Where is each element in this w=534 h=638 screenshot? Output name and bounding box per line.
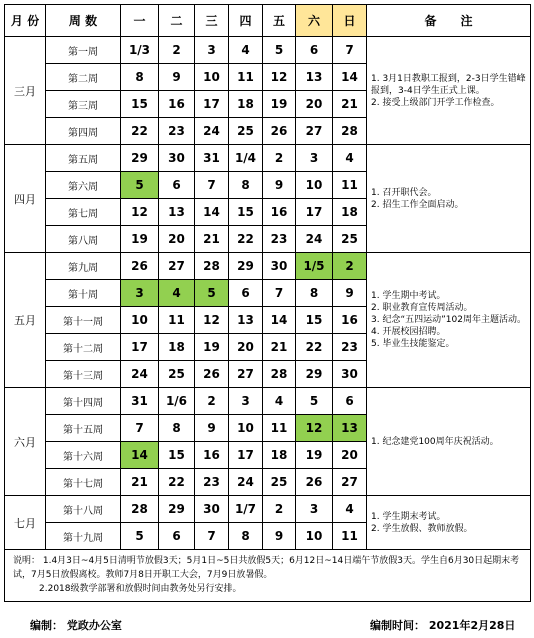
date-cell: 7 [195,523,229,550]
date-cell: 29 [159,496,195,523]
week-row [5,496,531,523]
date-cell: 11 [263,415,296,442]
remarks-cell [5,550,531,602]
date-cell: 23 [195,469,229,496]
date-cell: 5 [263,37,296,64]
date-cell: 8 [121,64,159,91]
week-row [5,145,531,172]
date-cell: 29 [229,253,263,280]
date-cell: 7 [263,280,296,307]
note-item: 1. 学生期末考试。 [371,511,446,522]
date-cell: 7 [195,172,229,199]
date-cell: 23 [333,334,367,361]
date-cell: 16 [159,91,195,118]
date-cell: 5 [296,388,333,415]
date-cell: 11 [159,307,195,334]
week-label: 第三周 [46,91,121,118]
remarks-line-1: 说明： 1.4月3日~4月5日清明节放假3天；5月1日~5日共放假5天；6月12日~14日端午节放假3天。学生自6月30日起期末考试，7月5日放假离校。教师7月8日开职工大会，7月9日放暑假。 [13,556,520,580]
date-cell: 24 [296,226,333,253]
date-cell: 20 [229,334,263,361]
date-cell: 24 [195,118,229,145]
date-cell: 29 [121,145,159,172]
date-cell: 13 [333,415,367,442]
header-sat: 六 [296,5,333,37]
date-cell: 1/5 [296,253,333,280]
date-cell: 2 [159,37,195,64]
date-cell: 13 [229,307,263,334]
week-row [5,253,531,280]
date-cell: 26 [195,361,229,388]
date-cell: 10 [229,415,263,442]
date-cell: 15 [229,199,263,226]
date-cell: 16 [333,307,367,334]
date-cell: 28 [263,361,296,388]
date-cell: 14 [263,307,296,334]
date-cell: 5 [195,280,229,307]
note-item: 5. 毕业生技能鉴定。 [371,339,455,349]
date-cell: 22 [229,226,263,253]
date-cell: 18 [229,91,263,118]
date-cell: 30 [333,361,367,388]
date-cell: 4 [229,37,263,64]
header-week: 周 数 [46,5,121,37]
date-cell: 12 [263,64,296,91]
date-cell: 25 [229,118,263,145]
note-item: 1. 3月1日教职工报到，2-3日学生错峰报到，3-4日学生正式上课。 [371,73,526,96]
date-cell: 1/6 [159,388,195,415]
date-cell: 11 [229,64,263,91]
note-item: 1. 学生期中考试。 [371,291,446,301]
date-cell: 27 [229,361,263,388]
date-cell: 25 [159,361,195,388]
date-cell: 14 [121,442,159,469]
date-cell: 3 [229,388,263,415]
date-cell: 20 [333,442,367,469]
calendar-header [5,5,531,37]
date-cell: 16 [263,199,296,226]
note-item: 2. 接受上级部门开学工作检查。 [371,97,500,108]
date-cell: 22 [296,334,333,361]
date-cell: 11 [333,172,367,199]
date-cell: 9 [195,415,229,442]
month-notes [367,253,531,388]
date-cell: 19 [195,334,229,361]
date-cell: 17 [296,199,333,226]
date-cell: 6 [159,523,195,550]
date-cell: 11 [333,523,367,550]
month-label: 七月 [5,496,46,550]
month-label: 五月 [5,253,46,388]
date-cell: 9 [263,172,296,199]
remarks-line-2: 2.2018级教学部署和放假时间由教务处另行安排。 [39,584,242,594]
calendar-table [4,4,531,602]
week-row [5,388,531,415]
date-cell: 9 [333,280,367,307]
month-notes [367,388,531,496]
date-cell: 12 [296,415,333,442]
header-notes: 备 注 [367,5,531,37]
note-item: 1. 纪念建党100周年庆祝活动。 [371,436,499,447]
date-cell: 21 [333,91,367,118]
date-cell: 21 [195,226,229,253]
week-label: 第十八周 [46,496,121,523]
week-label: 第五周 [46,145,121,172]
month-notes [367,496,531,550]
date-cell: 30 [159,145,195,172]
date-cell: 31 [195,145,229,172]
date-cell: 17 [229,442,263,469]
week-label: 第八周 [46,226,121,253]
date-cell: 3 [195,37,229,64]
date-cell: 2 [263,496,296,523]
date-cell: 7 [333,37,367,64]
date-cell: 19 [296,442,333,469]
header-thu: 四 [229,5,263,37]
week-label: 第十周 [46,280,121,307]
week-label: 第一周 [46,37,121,64]
date-cell: 2 [195,388,229,415]
date-cell: 6 [229,280,263,307]
note-item: 2. 职业教育宣传周活动。 [371,303,473,313]
date-cell: 16 [195,442,229,469]
month-label: 三月 [5,37,46,145]
date-cell: 15 [159,442,195,469]
date-cell: 17 [121,334,159,361]
date-cell: 15 [296,307,333,334]
date-cell: 20 [296,91,333,118]
date-cell: 21 [121,469,159,496]
date-cell: 5 [121,523,159,550]
date-cell: 4 [159,280,195,307]
date-cell: 22 [121,118,159,145]
date-cell: 22 [159,469,195,496]
note-item: 2. 学生放假、教师放假。 [371,523,473,534]
date-cell: 13 [159,199,195,226]
date-cell: 12 [121,199,159,226]
note-item: 4. 开展校园招聘。 [371,327,446,337]
date-cell: 23 [263,226,296,253]
date-cell: 1/4 [229,145,263,172]
date-cell: 6 [333,388,367,415]
date-cell: 1/3 [121,37,159,64]
date-cell: 8 [229,523,263,550]
note-item: 2. 招生工作全面启动。 [371,199,464,210]
date-cell: 8 [296,280,333,307]
week-label: 第十三周 [46,361,121,388]
week-label: 第十二周 [46,334,121,361]
date-cell: 10 [296,172,333,199]
date-cell: 6 [296,37,333,64]
date-cell: 18 [263,442,296,469]
date-cell: 12 [195,307,229,334]
date-cell: 13 [296,64,333,91]
date-cell: 28 [121,496,159,523]
header-tue: 二 [159,5,195,37]
date-cell: 14 [195,199,229,226]
week-label: 第十九周 [46,523,121,550]
date-cell: 26 [121,253,159,280]
week-label: 第十六周 [46,442,121,469]
date-cell: 3 [296,496,333,523]
note-item: 3. 纪念“五四运动”102周年主题活动。 [371,315,526,325]
header-fri: 五 [263,5,296,37]
date-cell: 15 [121,91,159,118]
date-cell: 4 [263,388,296,415]
date-cell: 24 [121,361,159,388]
date-cell: 30 [195,496,229,523]
date-cell: 26 [296,469,333,496]
date-cell: 20 [159,226,195,253]
date-cell: 14 [333,64,367,91]
date-cell: 10 [195,64,229,91]
note-item: 1. 召开职代会。 [371,187,437,198]
week-label: 第二周 [46,64,121,91]
date-cell: 8 [229,172,263,199]
date-cell: 5 [121,172,159,199]
date-cell: 9 [263,523,296,550]
date-cell: 28 [195,253,229,280]
date-cell: 3 [296,145,333,172]
date-cell: 28 [333,118,367,145]
month-notes [367,145,531,253]
date-cell: 25 [333,226,367,253]
date-cell: 1/7 [229,496,263,523]
date-cell: 31 [121,388,159,415]
header-month: 月 份 [5,5,46,37]
week-row [5,37,531,64]
header-row [5,5,531,37]
date-cell: 19 [121,226,159,253]
date-cell: 8 [159,415,195,442]
calendar-body [5,37,531,550]
header-wed: 三 [195,5,229,37]
date-cell: 27 [333,469,367,496]
date-cell: 24 [229,469,263,496]
date-cell: 10 [121,307,159,334]
date-cell: 25 [263,469,296,496]
compiled-by: 编制： 党政办公室 [30,619,122,632]
date-cell: 23 [159,118,195,145]
month-label: 六月 [5,388,46,496]
date-cell: 30 [263,253,296,280]
week-label: 第四周 [46,118,121,145]
date-cell: 19 [263,91,296,118]
date-cell: 27 [159,253,195,280]
week-label: 第九周 [46,253,121,280]
week-label: 第十五周 [46,415,121,442]
week-label: 第十一周 [46,307,121,334]
week-label: 第六周 [46,172,121,199]
compiled-date: 编制时间： 2021年2月28日 [370,619,516,632]
month-label: 四月 [5,145,46,253]
date-cell: 3 [121,280,159,307]
date-cell: 29 [296,361,333,388]
month-notes [367,37,531,145]
date-cell: 26 [263,118,296,145]
date-cell: 4 [333,145,367,172]
remarks-row [5,550,531,602]
date-cell: 17 [195,91,229,118]
week-label: 第十七周 [46,469,121,496]
date-cell: 10 [296,523,333,550]
header-sun: 日 [333,5,367,37]
date-cell: 18 [333,199,367,226]
date-cell: 7 [121,415,159,442]
date-cell: 27 [296,118,333,145]
date-cell: 4 [333,496,367,523]
date-cell: 18 [159,334,195,361]
week-label: 第七周 [46,199,121,226]
date-cell: 2 [263,145,296,172]
week-label: 第十四周 [46,388,121,415]
date-cell: 6 [159,172,195,199]
date-cell: 9 [159,64,195,91]
date-cell: 21 [263,334,296,361]
date-cell: 2 [333,253,367,280]
header-mon: 一 [121,5,159,37]
